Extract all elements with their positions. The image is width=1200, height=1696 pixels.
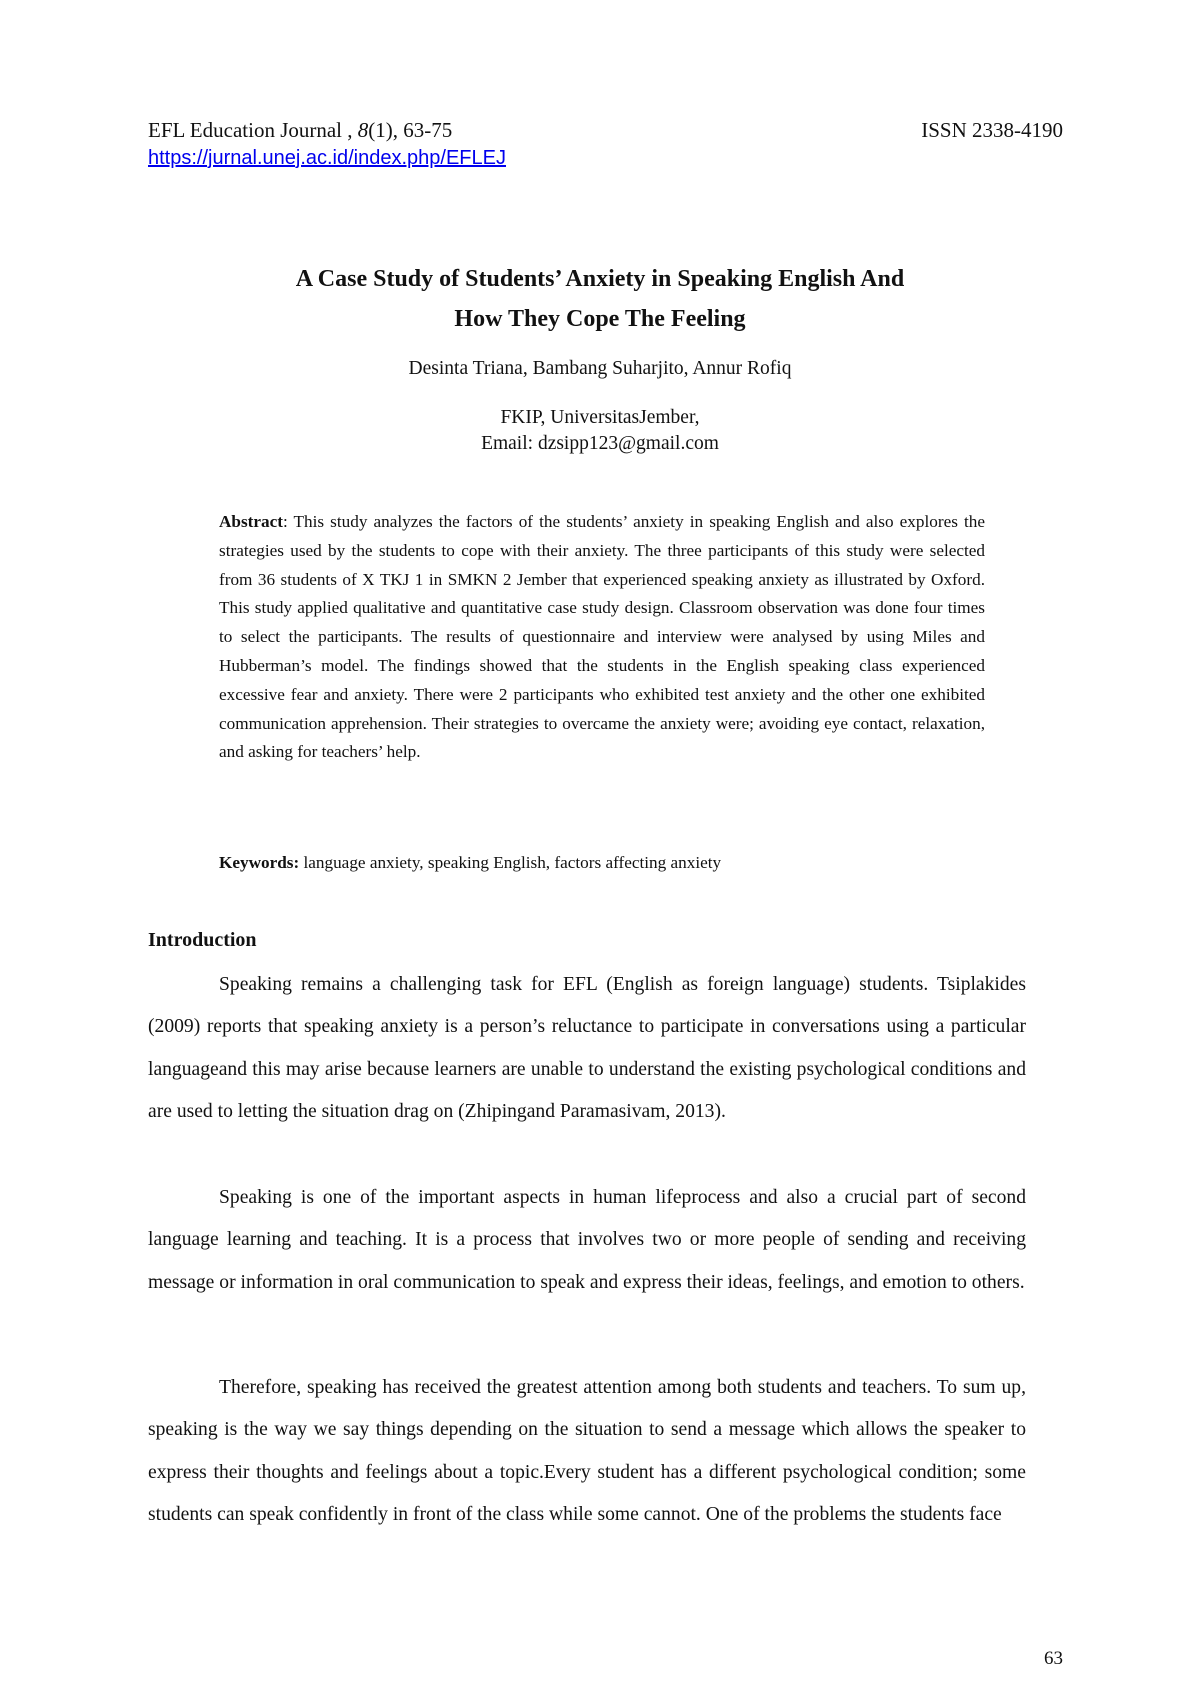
journal-issn: ISSN 2338-4190 <box>921 118 1063 142</box>
body-paragraph: Speaking remains a challenging task for EFL (English as foreign language) students. Tsiplakides (2009) reports that speaking anxiety is a person’s reluctance to participate in conversations using a particular languageand this may arise because learners are unable to understand the existing psychological conditions and are used to letting the situation drag on (Zhipingand Paramasivam, 2013). <box>148 974 1026 1122</box>
keywords-text: language anxiety, speaking English, factors affecting anxiety <box>299 853 722 872</box>
introduction-paragraph-3-block <box>148 1367 1026 1536</box>
body-paragraph: Therefore, speaking has received the greatest attention among both students and teachers. To sum up, speaking is the way we say things depending on the situation to send a message which allows the speaker to express their thoughts and feelings about a topic.Every student has a different psychological condition; some students can speak confidently in front of the class while some cannot. One of the problems the students face <box>148 1377 1026 1525</box>
journal-url-link[interactable]: https://jurnal.unej.ac.id/index.php/EFLEJ <box>148 147 506 169</box>
introduction-paragraph-1-block <box>148 964 1026 1133</box>
page-number: 63 <box>1044 1648 1063 1669</box>
abstract-text: : This study analyzes the factors of the students’ anxiety in speaking English and also explores the strategies used by the students to cope with their anxiety. The three participants of this study were selected from 36 students of X TKJ 1 in SMKN 2 Jember that experienced speaking anxiety as illustrated by Oxford. This study applied qualitative and quantitative case study design. Classroom observation was done four times to select the participants. The results of questionnaire and interview were analysed by using Miles and Hubberman’s model. The findings showed that the students in the English speaking class experienced excessive fear and anxiety. There were 2 participants who exhibited test anxiety and the other one exhibited communication apprehension. Their strategies to overcame the anxiety were; avoiding eye contact, relaxation, and asking for teachers’ help. <box>219 512 985 762</box>
author-list: Desinta Triana, Bambang Suharjito, Annur Rofiq <box>408 358 792 379</box>
article-title <box>150 259 1050 339</box>
article-title-line-2: How They Cope The Feeling <box>454 306 746 332</box>
article-title-line-1: A Case Study of Students’ Anxiety in Speaking English And <box>295 266 905 292</box>
introduction-paragraph-2-block <box>148 1177 1026 1304</box>
section-heading-introduction: Introduction <box>148 929 257 951</box>
journal-volume: 8 <box>357 118 369 142</box>
body-paragraph: Speaking is one of the important aspects in human lifeprocess and also a crucial part of second language learning and teaching. It is a process that involves two or more people of sending and receiving message or information in oral communication to speak and express their ideas, feelings, and emotion to others. <box>148 1187 1026 1293</box>
author-affiliation: FKIP, UniversitasJember, <box>500 407 700 428</box>
abstract-label: Abstract <box>219 512 283 531</box>
journal-name: EFL Education Journal , <box>148 118 358 142</box>
author-email: Email: dzsipp123@gmail.com <box>481 433 719 454</box>
abstract <box>219 508 985 767</box>
journal-citation <box>148 117 452 143</box>
keywords <box>219 850 999 876</box>
keywords-label: Keywords: <box>219 853 300 872</box>
journal-issue-pages: (1), 63-75 <box>368 118 453 142</box>
